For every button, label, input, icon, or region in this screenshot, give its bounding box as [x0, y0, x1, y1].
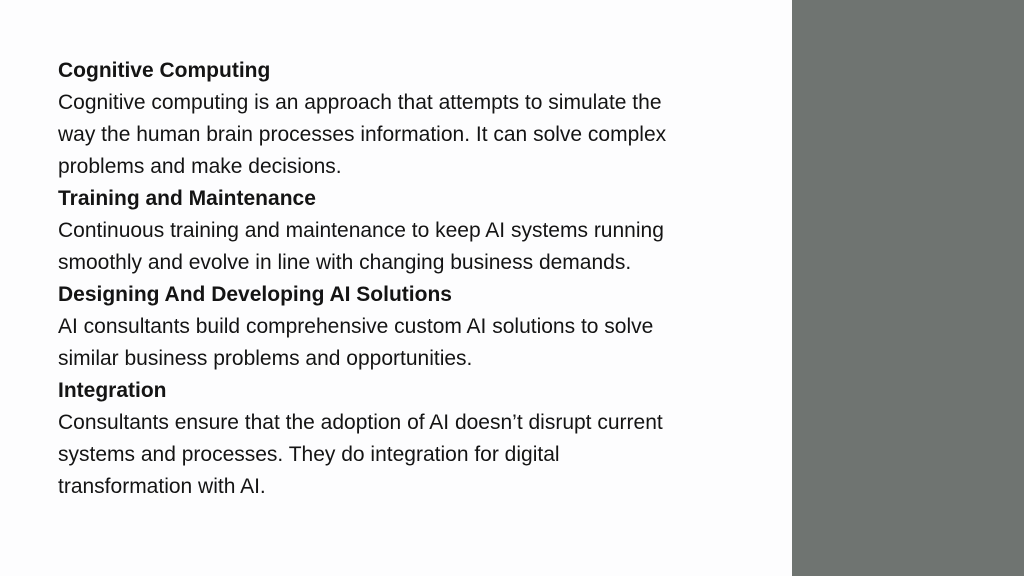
section-body-line: transformation with AI. — [58, 475, 266, 498]
section-title: Training and Maintenance — [58, 187, 316, 210]
section-body-line: smoothly and evolve in line with changing business demands. — [58, 251, 632, 274]
side-panel — [792, 0, 1024, 576]
section-title: Cognitive Computing — [58, 59, 271, 82]
section-designing-and-developing — [58, 279, 758, 375]
section-body-line: systems and processes. They do integration for digital — [58, 443, 560, 466]
section-title: Integration — [58, 379, 167, 402]
section-body-line: similar business problems and opportunities. — [58, 347, 473, 370]
section-body-line: Cognitive computing is an approach that attempts to simulate the — [58, 91, 662, 114]
section-title: Designing And Developing AI Solutions — [58, 283, 452, 306]
section-body-line: problems and make decisions. — [58, 155, 342, 178]
section-body-line: Continuous training and maintenance to keep AI systems running — [58, 219, 664, 242]
section-cognitive-computing — [58, 55, 758, 183]
content-area — [58, 55, 758, 503]
section-body-line: way the human brain processes information. It can solve complex — [58, 123, 667, 146]
section-body-line: AI consultants build comprehensive custom AI solutions to solve — [58, 315, 654, 338]
section-training-and-maintenance — [58, 183, 758, 279]
section-integration — [58, 375, 758, 503]
section-body-line: Consultants ensure that the adoption of AI doesn’t disrupt current — [58, 411, 663, 434]
